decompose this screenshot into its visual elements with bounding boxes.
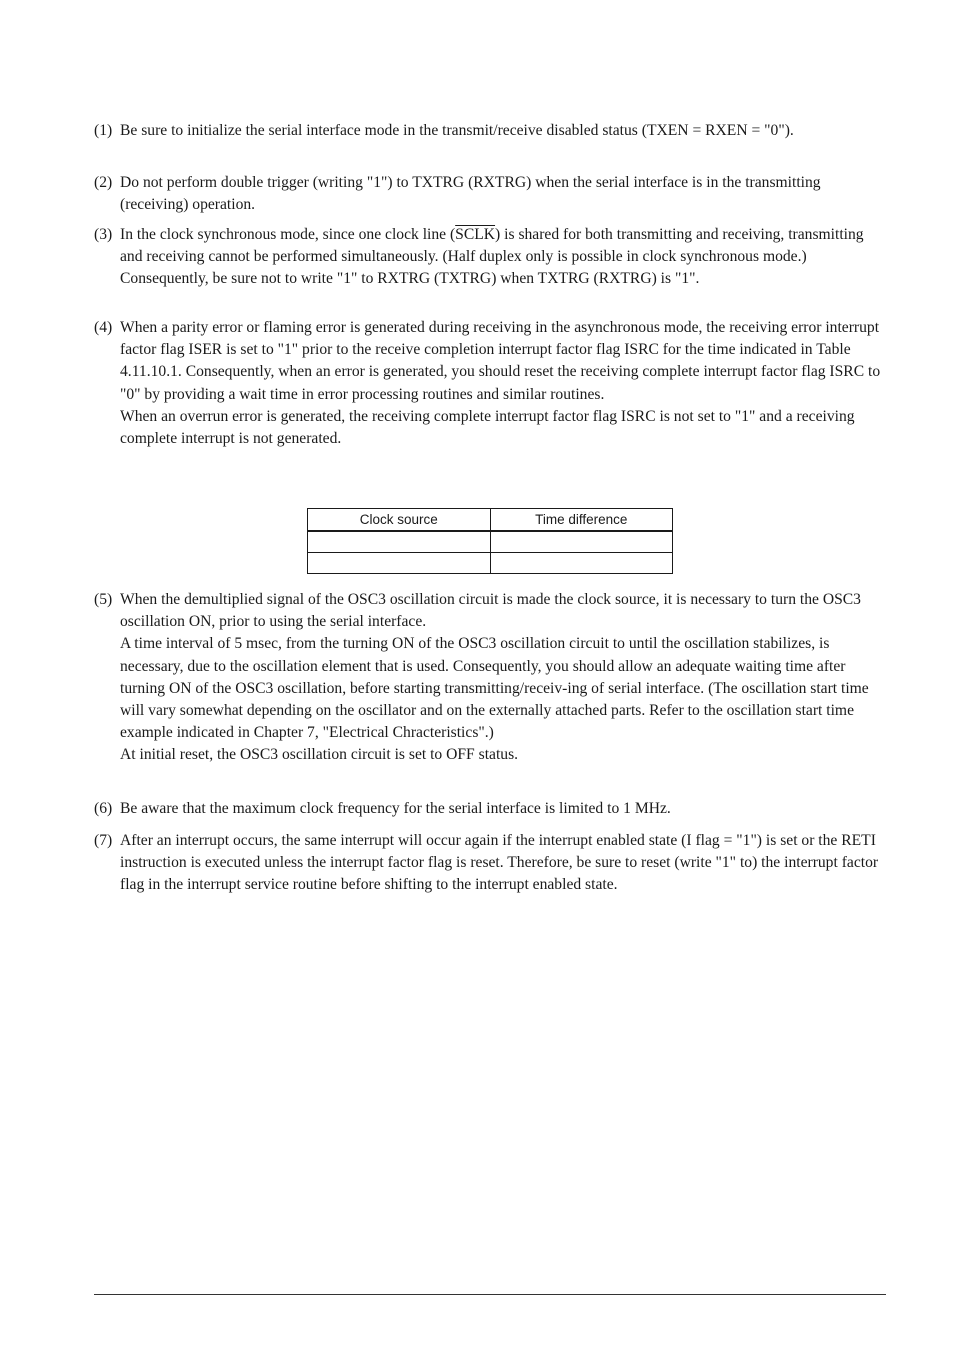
table-cell	[490, 531, 673, 553]
item-text: After an interrupt occurs, the same interrupt will occur again if the interrupt enabled state (I flag = "1") is set or the RETI instruction is executed unless the interrupt factor flag is reset. Therefore, be sure to reset (write "1" to) the interrupt factor flag in the interrupt service routine before shifting to the interrupt enabled state.	[120, 832, 879, 894]
time-difference-table	[307, 508, 673, 574]
note-item-1	[94, 120, 886, 142]
item-text	[120, 224, 886, 268]
item-text: When a parity error or flaming error is generated during receiving in the asynchronous mode, the receiving error interrupt factor flag ISER is set to "1" prior to the receive completion interrupt factor flag ISRC for the time indicated in Table 4.11.10.1. Consequently, when an error is generated, you should reset the receiving complete interrupt factor flag ISRC to "0" by providing a wait time in error processing routines and similar routines.	[120, 319, 881, 403]
note-item-4	[94, 317, 886, 450]
item-number: (7)	[94, 832, 113, 849]
text-segment: In the clock synchronous mode, since one clock line (	[120, 226, 456, 243]
sclk-signal-name: SCLK	[455, 226, 496, 243]
table-header-row	[308, 509, 673, 532]
note-item-3	[94, 224, 886, 291]
item-text: Be aware that the maximum clock frequency for the serial interface is limited to 1 MHz.	[120, 800, 671, 817]
item-text: A time interval of 5 msec, from the turning ON of the OSC3 oscillation circuit to until the oscillation stabilizes, is necessary, due to the oscillation element that is used. Consequently, you should allow an adequate waiting time after turning ON of the OSC3 oscillation, before starting transmitting/receiv-ing of serial interface. (The oscillation start time will vary somewhat depending on the oscillator and on the externally attached parts. Refer to the oscillation start time example indicated in Chapter 7, "Electrical Chracteristics".)	[120, 635, 869, 742]
item-text: Consequently, be sure not to write "1" to RXTRG (TXTRG) when TXTRG (RXTRG) is "1".	[120, 270, 700, 288]
table-header-cell: Clock source	[308, 509, 491, 532]
table-row	[308, 553, 673, 574]
table-cell	[308, 531, 491, 553]
table-cell	[308, 553, 491, 574]
table-header-cell: Time difference	[490, 509, 673, 532]
item-text: When the demultiplied signal of the OSC3 oscillation circuit is made the clock source, it is necessary to turn the OSC3 oscillation ON, prior to using the serial interface.	[120, 591, 861, 631]
item-number: (1)	[94, 122, 113, 139]
item-text: Be sure to initialize the serial interface mode in the transmit/receive disabled status (TXEN = RXEN = "0").	[120, 122, 794, 139]
table-cell	[490, 553, 673, 574]
item-text: Do not perform double trigger (writing "1") to TXTRG (RXTRG) when the serial interface is in the transmitting (receiving) operation.	[120, 174, 821, 214]
note-item-6	[94, 798, 886, 820]
item-text: When an overrun error is generated, the receiving complete interrupt factor flag ISRC is not set to "1" and a receiving complete interrupt is not generated.	[120, 407, 855, 448]
note-item-7	[94, 830, 886, 897]
item-number: (2)	[94, 174, 113, 191]
note-item-2	[94, 172, 886, 216]
table-row	[308, 531, 673, 553]
text-segment: ) is shared for both transmitting and receiving, transmitting and receiving cannot be performed simultaneously. (Half duplex only is possible in clock synchronous mode.)	[120, 226, 864, 266]
footer-divider	[94, 1294, 886, 1295]
item-number: (6)	[94, 800, 113, 817]
item-number: (3)	[94, 226, 113, 243]
item-text: At initial reset, the OSC3 oscillation circuit is set to OFF status.	[120, 746, 519, 764]
item-number: (5)	[94, 591, 113, 608]
item-number: (4)	[94, 319, 113, 336]
note-item-5	[94, 589, 886, 767]
